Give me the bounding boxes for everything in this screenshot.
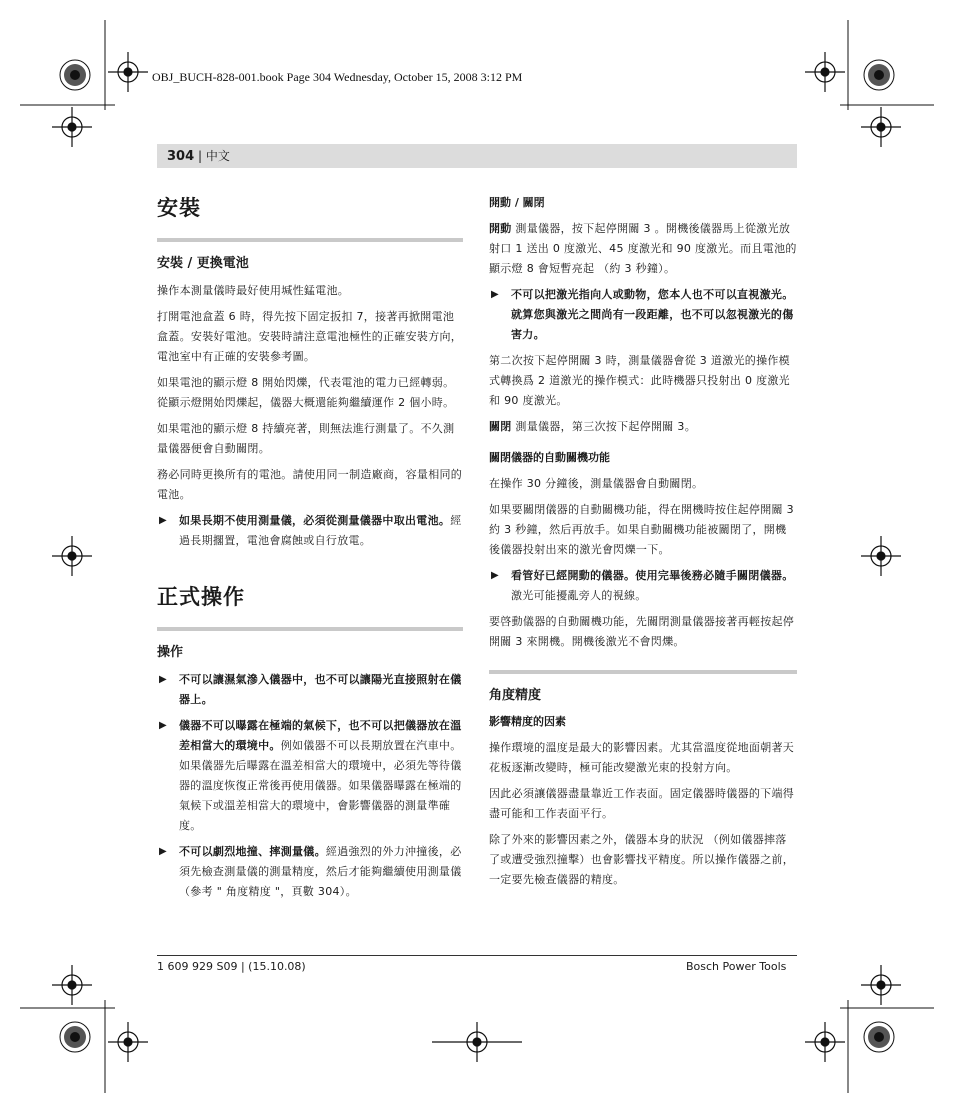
bullet-item xyxy=(489,566,797,606)
triangle-bullet-icon: ▶ xyxy=(491,289,499,300)
bullet-bold-text: 不可以劇烈地撞、摔測量儀。 xyxy=(179,845,326,858)
bold-off: 關閉 xyxy=(489,420,512,433)
paragraph: 操作本測量儀時最好使用堿性錳電池。 xyxy=(157,284,350,297)
subsection-title-operation: 操作 xyxy=(157,645,184,660)
paragraph: 在操作 30 分鐘後，測量儀器會自動關閉。 xyxy=(489,477,704,490)
triangle-bullet-icon: ▶ xyxy=(491,570,499,581)
paragraph: 操作環境的溫度是最大的影響因素。尤其當溫度從地面朝著天花板逐漸改變時，極可能改變激光束的投射方向。 xyxy=(489,741,795,774)
section-rule xyxy=(157,238,463,242)
paragraph: 第二次按下起停開關 3 時，測量儀器會從 3 道激光的操作模式轉換爲 2 道激光的操作模式：此時機器只投射出 0 度激光和 90 度激光。 xyxy=(489,354,790,407)
bullet-item xyxy=(157,716,463,836)
heading-on-off: 開動 / 關閉 xyxy=(489,196,545,209)
bullet-text: 激光可能擾亂旁人的視線。 xyxy=(511,589,647,602)
paragraph-text: 測量儀器，第三次按下起停開關 3。 xyxy=(515,420,697,433)
bullet-text: 經過長期擱置，電池會腐蝕或自行放電。 xyxy=(179,514,462,547)
bullet-item xyxy=(157,670,463,710)
paragraph: 務必同時更換所有的電池。請使用同一制造廠商，容量相同的電池。 xyxy=(157,468,463,501)
header-language: 中文 xyxy=(205,149,230,163)
header-separator: | xyxy=(197,149,203,163)
paragraph: 除了外來的影響因素之外，儀器本身的狀況 （例如儀器摔落了或遭受強烈撞擊）也會影響找平精度。所以操作儀器之前，一定要先檢查儀器的精度。 xyxy=(489,833,795,886)
right-column xyxy=(489,180,797,896)
footer-doc-number: 1 609 929 S09 | (15.10.08) xyxy=(157,960,306,973)
bullet-bold-text: 不可以讓濕氣滲入儀器中，也不可以讓陽光直接照射在儀器上。 xyxy=(179,673,462,706)
paragraph-on xyxy=(489,219,797,279)
bold-on: 開動 xyxy=(489,222,512,235)
heading-auto-off: 關閉儀器的自動關機功能 xyxy=(489,451,610,464)
paragraph: 要啓動儀器的自動關機功能，先關閉測量儀器接著再輕按起停開關 3 來開機。開機後激光不會閃爍。 xyxy=(489,615,795,648)
section-rule xyxy=(489,670,797,674)
paragraph-text: 測量儀器，按下起停開關 3 。開機後儀器馬上從激光放射口 1 送出 0 度激光、45 度激光和 90 度激光。而且電池的顯示燈 8 會短暫亮起 （約 3 秒鐘）。 xyxy=(489,222,797,275)
footer-brand: Bosch Power Tools xyxy=(686,960,787,973)
print-header: OBJ_BUCH-828-001.book Page 304 Wednesday, October 15, 2008 3:12 PM xyxy=(152,70,523,84)
left-column xyxy=(157,180,463,908)
bullet-text: 經過強烈的外力沖撞後，必須先檢查測量儀的測量精度，然后才能夠繼續使用測量儀 （參考 " 角度精度 "，頁數 304）。 xyxy=(179,845,462,898)
section-rule xyxy=(157,627,463,631)
bullet-item xyxy=(157,842,463,902)
paragraph-off xyxy=(489,417,797,437)
bullet-bold-text: 看管好已經開動的儀器。使用完畢後務必隨手關閉儀器。 xyxy=(511,569,794,582)
heading-angle-accuracy: 角度精度 xyxy=(489,688,542,703)
triangle-bullet-icon: ▶ xyxy=(159,674,167,685)
heading-accuracy-factors: 影響精度的因素 xyxy=(489,715,566,728)
paragraph: 如果要關閉儀器的自動關機功能，得在開機時按住起停開關 3 約 3 秒鐘，然后再放手。如果自動關機功能被關閉了，開機後儀器投射出來的激光會閃爍一下。 xyxy=(489,503,794,556)
paragraph: 如果電池的顯示燈 8 開始閃爍，代表電池的電力已經轉弱。從顯示燈開始閃爍起，儀器大概還能夠繼續運作 2 個小時。 xyxy=(157,376,455,409)
page-number: 304 xyxy=(167,149,195,164)
paragraph: 因此必須讓儀器盡量靠近工作表面。固定儀器時儀器的下端得盡可能和工作表面平行。 xyxy=(489,787,795,820)
bullet-bold-text: 如果長期不使用測量儀，必須從測量儀器中取出電池。 xyxy=(179,514,451,527)
section-title-operation: 正式操作 xyxy=(157,585,245,609)
triangle-bullet-icon: ▶ xyxy=(159,846,167,857)
paragraph: 打開電池盒蓋 6 時，得先按下固定扳扣 7，接著再掀開電池盒蓋。安裝好電池。安裝時請注意電池極性的正確安裝方向，電池室中有正確的安裝參考圖。 xyxy=(157,310,463,363)
footer-rule xyxy=(157,955,797,956)
section-title-installation: 安裝 xyxy=(157,196,201,220)
bullet-bold-text: 不可以把激光指向人或動物，您本人也不可以直視激光。就算您與激光之間尚有一段距離，也不可以忽視激光的傷害力。 xyxy=(511,288,794,341)
subsection-title-battery: 安裝 / 更換電池 xyxy=(157,256,249,271)
bullet-text: 例如儀器不可以長期放置在汽車中。如果儀器先后曝露在溫差相當大的環境中，必須先等待儀器的溫度恢復正常後再使用儀器。如果儀器曝露在極端的氣候下或溫差相當大的環境中，會影響儀器的測量準確度。 xyxy=(179,739,462,832)
triangle-bullet-icon: ▶ xyxy=(159,515,167,526)
bullet-item xyxy=(157,511,463,551)
bullet-bold-text: 儀器不可以曝露在極端的氣候下，也不可以把儀器放在溫差相當大的環境中。 xyxy=(179,719,462,752)
bullet-item-warning xyxy=(489,285,797,345)
page-header xyxy=(157,144,797,168)
paragraph: 如果電池的顯示燈 8 持續亮著，則無法進行測量了。不久測量儀器便會自動關閉。 xyxy=(157,422,455,455)
triangle-bullet-icon: ▶ xyxy=(159,720,167,731)
